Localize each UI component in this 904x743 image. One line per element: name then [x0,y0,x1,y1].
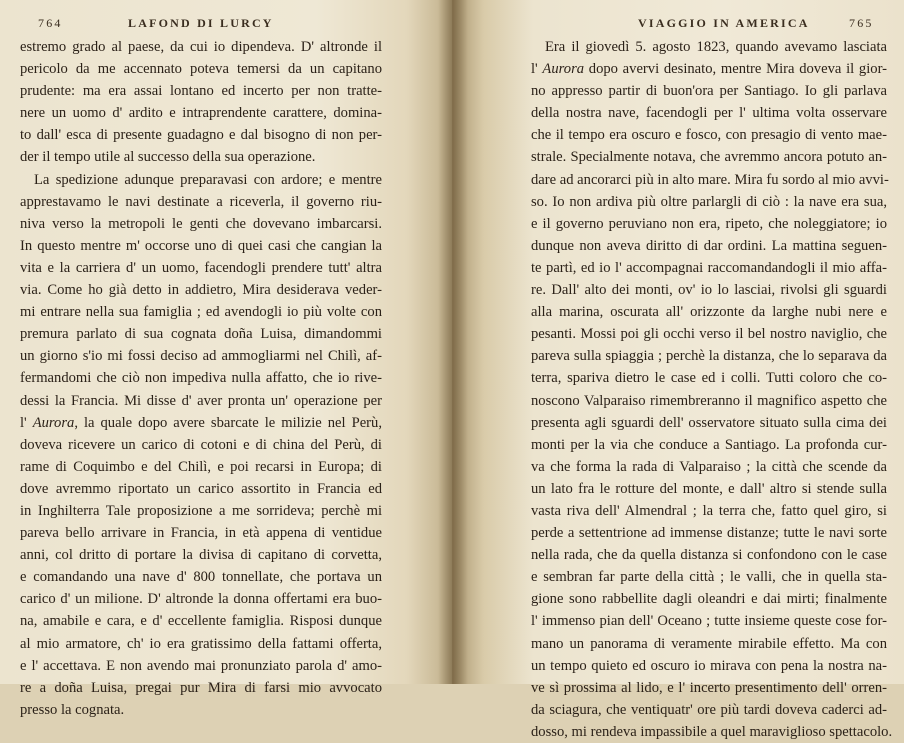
text-line: vita e la carriera d' un uomo, facendogli prendere tutt' altra [20,259,382,276]
text-line: l' Aurora, la quale dopo avere sbarcate le milizie nel Perù, [20,414,382,431]
left-page-number: 764 [38,16,63,30]
text-line: carico d' un milione. D' altronde la donna offertami era buo- [20,591,382,608]
text-line: un giorno s'io mi fossi deciso ad ammogliarmi nel Chilì, af- [20,348,382,365]
text-line: che il tempo era oscuro e fosco, con presagio di vento mae- [531,127,887,144]
text-line: dare ad ancorarci più in alto mare. Mira fu sordo al mio avvi- [531,171,889,188]
text-line: na, amabile e cara, e d' eccellente famiglia. Risposi dunque [20,613,382,630]
text-line: vasta riva dell' Almendral ; la terra che, fatto quel giro, si [531,502,887,519]
text-line: dove avremmo riportato un carico assortito in Francia ed [20,480,382,497]
text-line: perde a settentrione ad immense distanze; tutte le navi sorte [531,525,887,542]
right-page-number: 765 [849,16,874,30]
text-line: apprestavamo le navi destinate a riceverla, il governo riu- [20,193,382,210]
text-line: re a doña Luisa, pregai pur Mira di farsi mio avvocato [20,679,382,696]
text-line: alla marina, oscurata all' orizzonte da larghe nubi nere e [531,304,887,321]
text-line: to dall' esca di presente guadagno e dal bisogno di non per- [20,127,382,144]
left-page-body [20,36,382,721]
right-running-title: VIAGGIO IN AMERICA [638,16,810,30]
text-line: della nostra nave, facendogli per l' ultima volta osservare [531,105,887,122]
text-line: premura parlato di sua cognata doña Luisa, dimandommi [20,326,382,343]
text-line: Era il giovedì 5. agosto 1823, quando avevamo lasciata [545,39,887,55]
text-line: un lato fra le rotture del monte, e dall' altro si stende sulla [531,480,887,497]
text-line: so. Io non ardiva più oltre parlargli di ciò : la nave era sua, [531,193,887,210]
text-line: e il governo peruviano non era, ripeto, che noleggiatore; io [531,215,887,232]
left-page [0,0,452,718]
text-line: In questo mentre m' occorse uno di quei casi che cangian la [20,237,382,254]
text-line: dunque non aveva diritto di dar ordini. La mattina seguen- [531,237,887,254]
text-line: via. Come ho già detto in addietro, Mira desiderava veder- [20,282,382,299]
text-line: pareva bello arrivare in Francia, in età appena di ventidue [20,525,382,542]
text-line: pericolo da me accennato poteva temersi da un capitano [20,61,382,78]
text-line: l' Aurora dopo avervi desinato, mentre Mira doveva il gior- [531,61,887,78]
text-line: pesanti. Mossi poi gli occhi verso il bel nostro naviglio, che [531,326,887,343]
left-running-title: LAFOND DI LURCY [128,16,274,30]
text-line: l' immenso pian dell' Oceano ; tutte insieme queste cose for- [531,613,887,630]
text-line: doveva ricevere un carico di cotoni e di china del Perù, di [20,436,382,453]
text-line: mi entrare nella sua famiglia ; ed avendogli io più volte con [20,304,382,321]
text-line: mano un panorama di veramente mirabile effetto. Ma con [531,635,887,652]
text-line: pareva sulla spiaggia ; perchè la distanza, che lo separava da [531,348,887,365]
text-line: presenta agli sguardi dell' osservatore situato sulla cima dei [531,414,887,431]
text-line: La spedizione adunque preparavasi con ardore; e mentre [34,171,382,188]
right-page-body [531,36,893,743]
text-line: e comandando una nave d' 800 tonnellate, che portava un [20,569,382,586]
text-line: re. Dall' alto dei monti, ov' io lo lasciai, rivolsi gli sguardi [531,282,887,299]
text-line: estremo grado al paese, da cui io dipendeva. D' altronde il [20,39,382,55]
text-line: niva verso la metropoli le genti che dovevano imbarcarsi. [20,215,382,232]
text-line: dosso, mi rendeva impassibile a quel maraviglioso spettacolo. [531,723,893,740]
text-line: fermandomi che ciò non impediva nulla affatto, che io rive- [20,370,382,387]
text-line: strale. Specialmente notava, che avremmo ancora potuto an- [531,149,887,166]
right-page [452,0,904,740]
text-line: ve sì prossima al lido, e l' incerto presentimento dell' orren- [531,679,887,696]
text-line: noscono Valparaiso rimembreranno il magnifico aspetto che [531,392,887,409]
text-line: va che forma la rada di Valparaiso ; la città che scende da [531,458,887,475]
text-line: rame di Coquimbo e del Chilì, e poi recarsi in Europa; di [20,458,382,475]
text-line: prudente: ma era assai lontano ed incerto per non tratte- [20,83,382,100]
text-line: monti per la via che conduce a Santiago. La profonda cur- [531,436,887,453]
text-line: presso la cognata. [20,701,125,718]
text-line: nere un uomo d' ardito e intraprendente carattere, domina- [20,105,382,122]
text-line: nella rada, che da quella distanza si confondono con le case [531,547,887,564]
text-line: terra, spariva dietro le case ed i colli. Tutti coloro che co- [531,370,887,387]
text-line: der il tempo utile al successo della sua operazione. [20,149,316,166]
text-line: in Inghilterra Tale proposizione a me sorrideva; perchè mi [20,502,382,519]
text-line: te partì, ed io l' accompagnai raccomandandogli il mio affa- [531,259,887,276]
text-line: e l' accettava. E non avendo mai pronunziato parola d' amo- [20,657,382,674]
text-line: gione sono rabbellite dagli oleandri e dai mirti; finalmente [531,591,887,608]
text-line: anni, col dritto di portare la divisa di capitano di corvetta, [20,547,382,564]
text-line: no appresso partir di buon'ora per Santiago. Io gli parlava [531,83,887,100]
text-line: al mio armatore, ch' io era gratissimo della fattami offerta, [20,635,382,652]
text-line: e sembran far parte della città ; le valli, che in quella sta- [531,569,887,586]
text-line: dessi la Francia. Mi disse d' aver pronta un' operazione per [20,392,382,409]
text-line: un tempo quieto ed oscuro io mirava con pena la nostra na- [531,657,887,674]
text-line: da sciagura, che ventiquatr' ore più tardi doveva caderci ad- [531,701,887,718]
